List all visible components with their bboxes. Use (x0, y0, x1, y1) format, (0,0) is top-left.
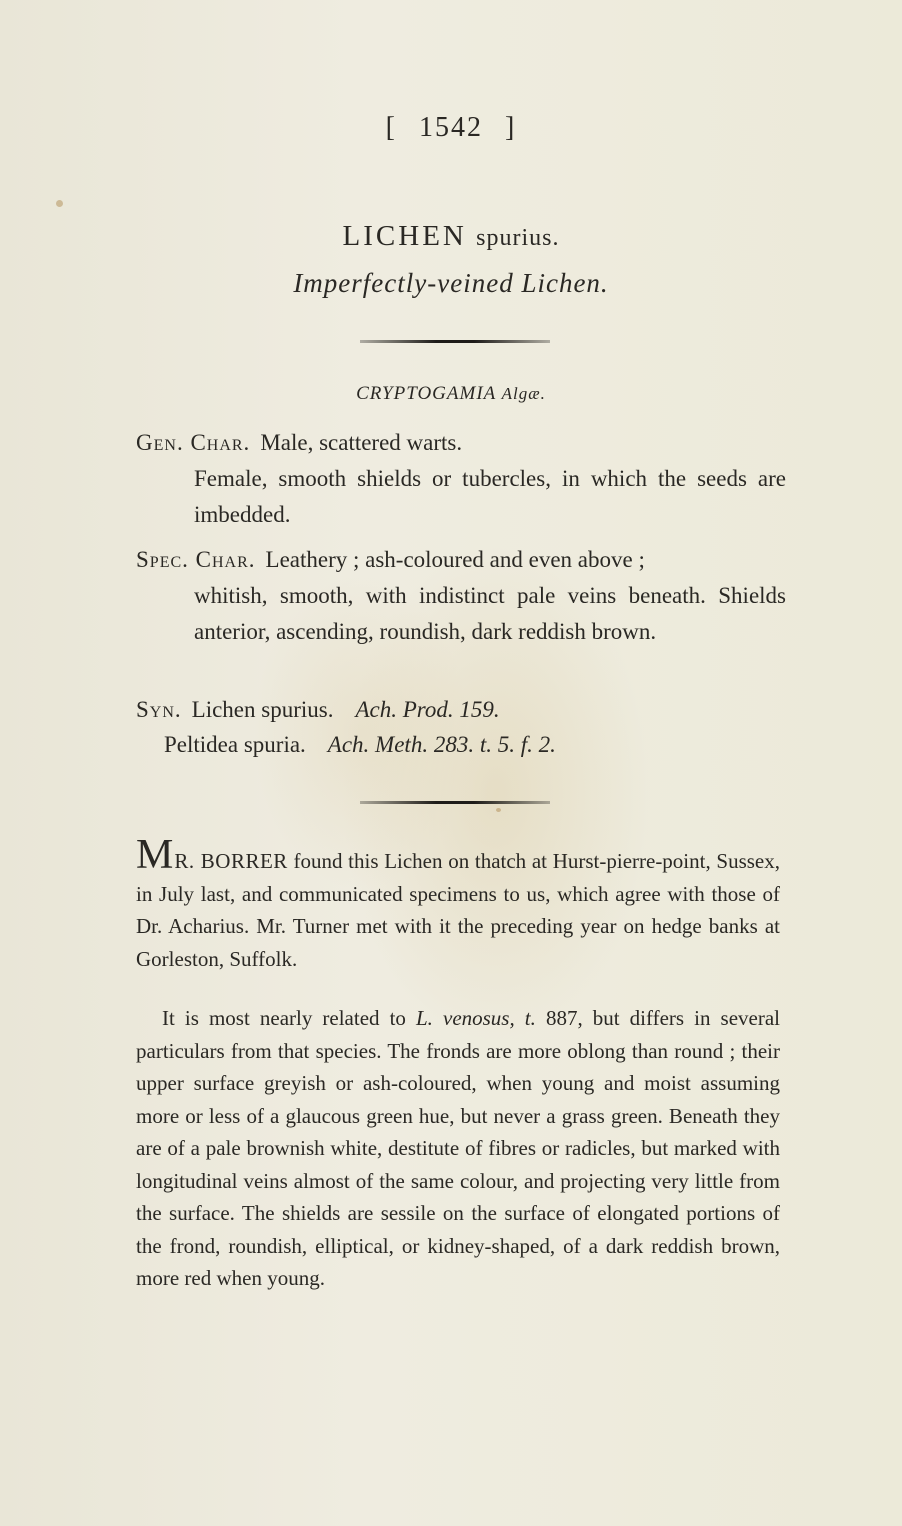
gen-char-label: Gen. Char. (136, 430, 251, 455)
page-number-value: 1542 (419, 112, 483, 143)
page-number-bracket-close: ] (505, 112, 517, 143)
classification-order: Algæ. (501, 384, 546, 403)
specific-character (136, 542, 786, 650)
generic-character (136, 425, 786, 533)
gen-char-rest: Female, smooth shields or tubercles, in which the seeds are imbedded. (194, 466, 786, 527)
paragraph-2 (136, 1002, 780, 1295)
synonym-name: Peltidea spuria. (164, 732, 306, 757)
species-name: spurius. (476, 225, 560, 251)
classification (0, 383, 902, 405)
paragraph-2-text: 887, but differs in several particulars from that species. The fronds are more oblong than round ; their upper surface greyish or ash-coloured, when young and moist assuming more or less of a glaucous green hue, but never a grass green. Beneath they are of a pale brownish white, destitute of fibres or radicles, but marked with longitudinal veins almost of the same colour, and projecting very little from the surface. The shields are sessile on the surface of elongated portions of the frond, roundish, elliptical, or kidney-shaped, of a dark reddish brown, more red when young. (136, 1006, 781, 1290)
page-number-bracket-open: [ (385, 112, 397, 143)
paragraph-1-text: found this Lichen on thatch at Hurst-pierre-point, Sussex, in July last, and communicated specimens to us, which agree with those of Dr. Acharius. Mr. Turner met with it the preceding year on hedge banks at Gorleston, Suffolk. (136, 849, 781, 971)
species-title (0, 220, 902, 253)
paragraph-2-reference: L. venosus, t. (416, 1006, 536, 1030)
page-number (0, 112, 902, 144)
drop-cap: M (136, 832, 174, 878)
paragraph-1 (136, 832, 781, 975)
foxing-spot (56, 200, 63, 207)
spec-char-line1: Leathery ; ash-coloured and even above ; (265, 547, 645, 572)
synonym-citation: Ach. Meth. 283. t. 5. f. 2. (327, 732, 556, 757)
spec-char-label: Spec. Char. (136, 547, 256, 572)
paragraph-2-start: It is most nearly related to (162, 1006, 416, 1030)
spec-char-rest: whitish, smooth, with indistinct pale veins beneath. Shields anterior, ascending, roundish, dark reddish brown. (194, 583, 786, 644)
classification-class: CRYPTOGAMIA (356, 383, 496, 404)
synonym-name: Lichen spurius. (191, 697, 334, 722)
common-name: Imperfectly-veined Lichen. (293, 268, 609, 298)
synonyms (136, 692, 786, 762)
top-divider (360, 340, 550, 343)
foxing-spot (496, 808, 501, 812)
gen-char-line1: Male, scattered warts. (260, 430, 463, 455)
synonym-citation: Ach. Prod. 159. (355, 697, 500, 722)
syn-label: Syn. (136, 697, 182, 722)
genus-name: LICHEN (342, 220, 467, 252)
middle-divider (360, 801, 550, 804)
paragraph-1-caps: R. BORRER (174, 849, 288, 873)
